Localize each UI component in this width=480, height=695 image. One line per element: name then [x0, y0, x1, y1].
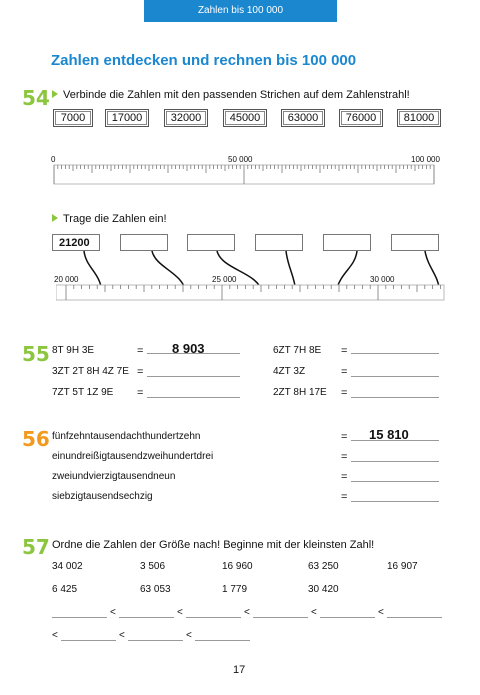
number-box: 45000 — [223, 109, 267, 127]
order-line[interactable] — [195, 640, 250, 641]
ex57-number: 3 506 — [140, 561, 166, 572]
answer-box[interactable] — [323, 234, 371, 251]
exercise-number-54: 54 — [22, 86, 50, 110]
number-box: 76000 — [339, 109, 383, 127]
order-line[interactable] — [387, 617, 442, 618]
ex56-words: einundreißigtausendzweihundertdrei — [52, 451, 214, 462]
answer-box[interactable] — [120, 234, 168, 251]
ruler2-label-20000: 20 000 — [54, 275, 79, 284]
answer-line[interactable] — [147, 397, 240, 398]
answer-line[interactable] — [351, 397, 439, 398]
bullet-arrow-icon — [52, 90, 58, 98]
order-line[interactable] — [52, 617, 107, 618]
ex56-words: zweiundvierzigtausendneun — [52, 471, 176, 482]
less-than-sign: < — [52, 630, 58, 641]
number-line-20000-32000 — [56, 284, 446, 304]
order-line[interactable] — [61, 640, 116, 641]
ex55-answer: 8 903 — [172, 341, 205, 356]
ex57-number: 30 420 — [308, 584, 339, 595]
number-box: 81000 — [397, 109, 441, 127]
answer-line[interactable] — [351, 353, 439, 354]
ruler1-label-100000: 100 000 — [411, 155, 440, 164]
answer-line[interactable] — [351, 376, 439, 377]
order-line[interactable] — [320, 617, 375, 618]
less-than-sign: < — [177, 607, 183, 618]
equals-sign: = — [341, 366, 348, 378]
equals-sign: = — [341, 451, 348, 463]
ex57-number: 16 907 — [387, 561, 418, 572]
exercise-number-55: 55 — [22, 342, 50, 366]
answer-line[interactable] — [147, 376, 240, 377]
equals-sign: = — [341, 471, 348, 483]
bullet-arrow-icon — [52, 214, 58, 222]
less-than-sign: < — [186, 630, 192, 641]
ruler1-label-0: 0 — [51, 155, 56, 164]
ex54-instruction-2: Trage die Zahlen ein! — [52, 213, 167, 225]
order-line[interactable] — [186, 617, 241, 618]
order-line[interactable] — [253, 617, 308, 618]
ex55-expr: 6ZT 7H 8E — [273, 345, 322, 356]
ruler2-label-30000: 30 000 — [370, 275, 395, 284]
equals-sign: = — [341, 345, 348, 357]
less-than-sign: < — [244, 607, 250, 618]
exercise-number-57: 57 — [22, 535, 50, 559]
equals-sign: = — [341, 431, 348, 443]
order-line[interactable] — [119, 617, 174, 618]
ex56-words: siebzigtausendsechzig — [52, 491, 153, 502]
ex57-number: 16 960 — [222, 561, 253, 572]
ex55-expr: 8T 9H 3E — [52, 345, 95, 356]
equals-sign: = — [137, 366, 144, 378]
order-line[interactable] — [128, 640, 183, 641]
answer-box[interactable] — [187, 234, 235, 251]
number-box: 32000 — [164, 109, 208, 127]
number-box: 7000 — [53, 109, 93, 127]
equals-sign: = — [137, 387, 144, 399]
ex55-expr: 3ZT 2T 8H 4Z 7E — [52, 366, 129, 377]
ruler2-label-25000: 25 000 — [212, 275, 237, 284]
number-box: 17000 — [105, 109, 149, 127]
ex56-words: fünfzehntausendachthundertzehn — [52, 431, 201, 442]
ex55-expr: 7ZT 5T 1Z 9E — [52, 387, 114, 398]
number-box: 63000 — [281, 109, 325, 127]
answer-box[interactable] — [391, 234, 439, 251]
answer-box-filled: 21200 — [52, 234, 100, 251]
ex55-expr: 2ZT 8H 17E — [273, 387, 327, 398]
less-than-sign: < — [378, 607, 384, 618]
less-than-sign: < — [110, 607, 116, 618]
answer-line[interactable] — [351, 481, 439, 482]
ex57-number: 6 425 — [52, 584, 78, 595]
ruler1-label-50000: 50 000 — [228, 155, 253, 164]
ex57-number: 63 053 — [140, 584, 171, 595]
ex57-instruction: Ordne die Zahlen der Größe nach! Beginne mit der kleinsten Zahl! — [52, 539, 375, 551]
ex54-instruction: Verbinde die Zahlen mit den passenden Strichen auf dem Zahlenstrahl! — [52, 89, 410, 101]
answer-box[interactable] — [255, 234, 303, 251]
less-than-sign: < — [119, 630, 125, 641]
answer-line[interactable] — [351, 501, 439, 502]
page-number: 17 — [233, 664, 246, 676]
equals-sign: = — [341, 387, 348, 399]
page-title: Zahlen entdecken und rechnen bis 100 000 — [51, 52, 357, 69]
ex55-expr: 4ZT 3Z — [273, 366, 306, 377]
number-line-0-100000 — [50, 163, 440, 189]
exercise-number-56: 56 — [22, 427, 50, 451]
less-than-sign: < — [311, 607, 317, 618]
ex57-number: 1 779 — [222, 584, 248, 595]
ex57-number: 63 250 — [308, 561, 339, 572]
ex57-number: 34 002 — [52, 561, 83, 572]
chapter-header: Zahlen bis 100 000 — [144, 0, 337, 22]
ex56-answer: 15 810 — [369, 427, 409, 442]
equals-sign: = — [341, 491, 348, 503]
equals-sign: = — [137, 345, 144, 357]
answer-line[interactable] — [351, 461, 439, 462]
